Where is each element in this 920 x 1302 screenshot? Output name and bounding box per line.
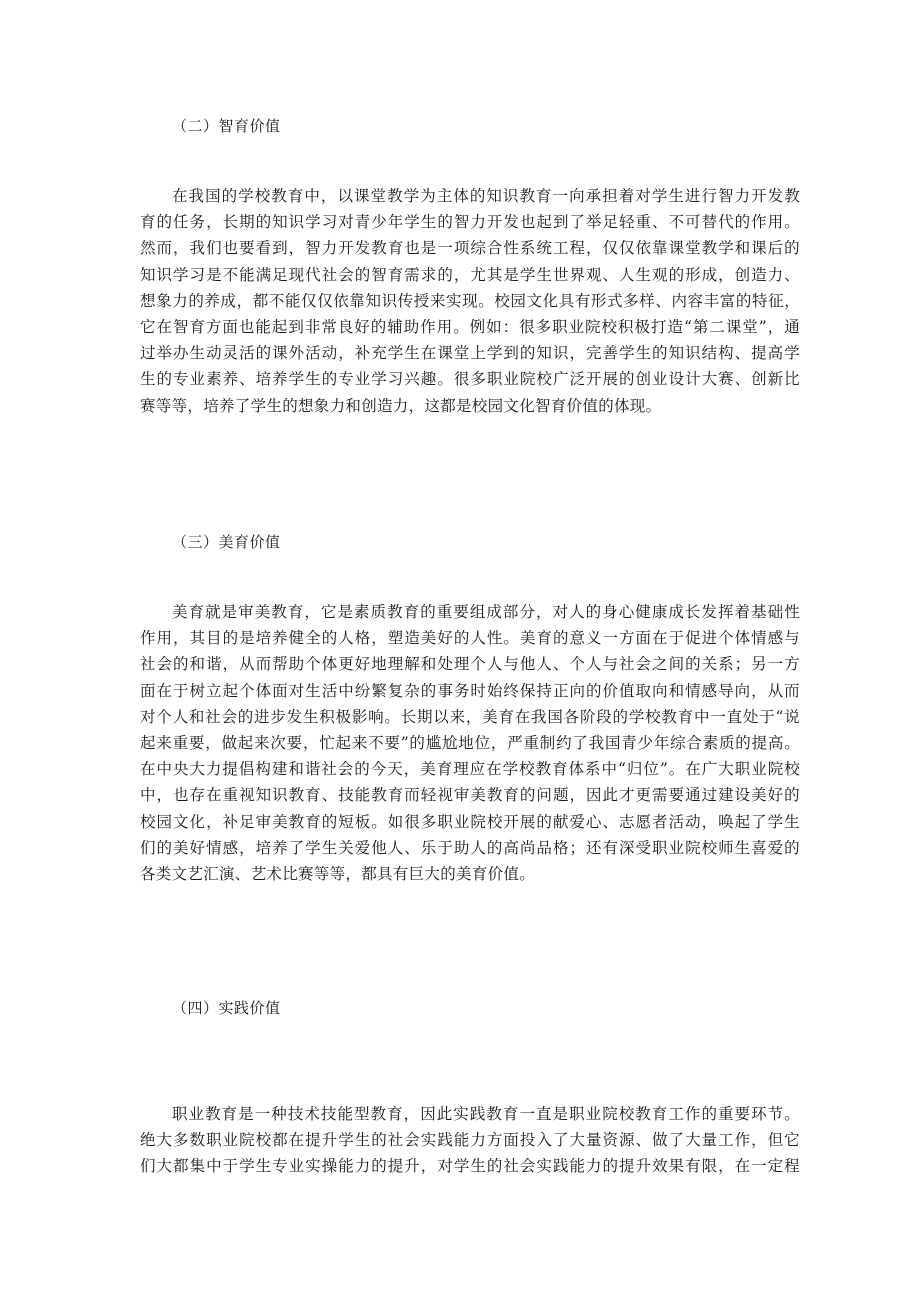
text-line: 各类文艺汇演、艺术比赛等等，都具有巨大的美育价值。 [140,865,536,884]
text-line: 在我国的学校教育中，以课堂教学为主体的知识教育一向承担着对学生进行智力开发教 [172,187,800,205]
text-line: 面在于树立起个体面对生活中纷繁复杂的事务时始终保持正向的价值取向和情感导向，从而 [140,681,800,700]
text-line: 对个人和社会的进步发生积极影响。长期以来，美育在我国各阶段的学校教育中一直处于“说 [140,707,800,726]
text-line: 起来重要，做起来次要，忙起来不要”的尴尬地位，严重制约了我国青少年综合素质的提高。 [140,734,800,753]
text-line: 它在智育方面也能起到非常良好的辅助作用。例如：很多职业院校积极打造“第二课堂”，通 [140,318,800,337]
text-line: 职业教育是一种技术技能型教育，因此实践教育一直是职业院校教育工作的重要环节。 [172,1105,800,1123]
text-line: 校园文化，补足审美教育的短板。如很多职业院校开展的献爱心、志愿者活动，唤起了学生 [140,812,800,831]
section-heading-intellectual: （二）智育价值 [172,117,281,135]
text-line: 们大都集中于学生专业实操能力的提升，对学生的社会实践能力的提升效果有限，在一定程 [140,1157,800,1176]
section-heading-aesthetic: （三）美育价值 [172,533,281,551]
text-line: 想象力的养成，都不能仅仅依靠知识传授来实现。校园文化具有形式多样、内容丰富的特征， [140,291,800,310]
text-line: 美育就是审美教育，它是素质教育的重要组成部分，对人的身心健康成长发挥着基础性 [172,603,800,621]
text-line: 赛等等，培养了学生的想象力和创造力，这都是校园文化智育价值的体现。 [140,396,662,415]
text-line: 作用，其目的是培养健全的人格，塑造美好的人性。美育的意义一方面在于促进个体情感与 [140,629,800,648]
paragraph-practice [140,1101,800,1180]
text-line: 生的专业素养、培养学生的专业学习兴趣。很多职业院校广泛开展的创业设计大赛、创新比 [140,370,800,389]
section-heading-practice: （四）实践价值 [172,999,281,1017]
text-line: 们的美好情感，培养了学生关爱他人、乐于助人的高尚品格；还有深受职业院校师生喜爱的 [140,838,800,857]
text-line: 知识学习是不能满足现代社会的智育需求的，尤其是学生世界观、人生观的形成，创造力、 [140,265,800,284]
text-line: 在中央大力提倡构建和谐社会的今天，美育理应在学校教育体系中“归位”。在广大职业院校 [140,760,800,779]
text-line: 绝大多数职业院校都在提升学生的社会实践能力方面投入了大量资源、做了大量工作，但它 [140,1131,800,1150]
text-line: 中，也存在重视知识教育、技能教育而轻视审美教育的问题，因此才更需要通过建设美好的 [140,786,800,805]
paragraph-intellectual [140,183,800,419]
text-line: 过举办生动灵活的课外活动，补充学生在课堂上学到的知识，完善学生的知识结构、提高学 [140,344,800,363]
text-line: 社会的和谐，从而帮助个体更好地理解和处理个人与他人、个人与社会之间的关系；另一方 [140,655,800,674]
text-line: 育的任务，长期的知识学习对青少年学生的智力开发也起到了举足轻重、不可替代的作用。 [140,213,800,232]
paragraph-aesthetic [140,599,800,887]
text-line: 然而，我们也要看到，智力开发教育也是一项综合性系统工程，仅仅依靠课堂教学和课后的 [140,239,800,258]
